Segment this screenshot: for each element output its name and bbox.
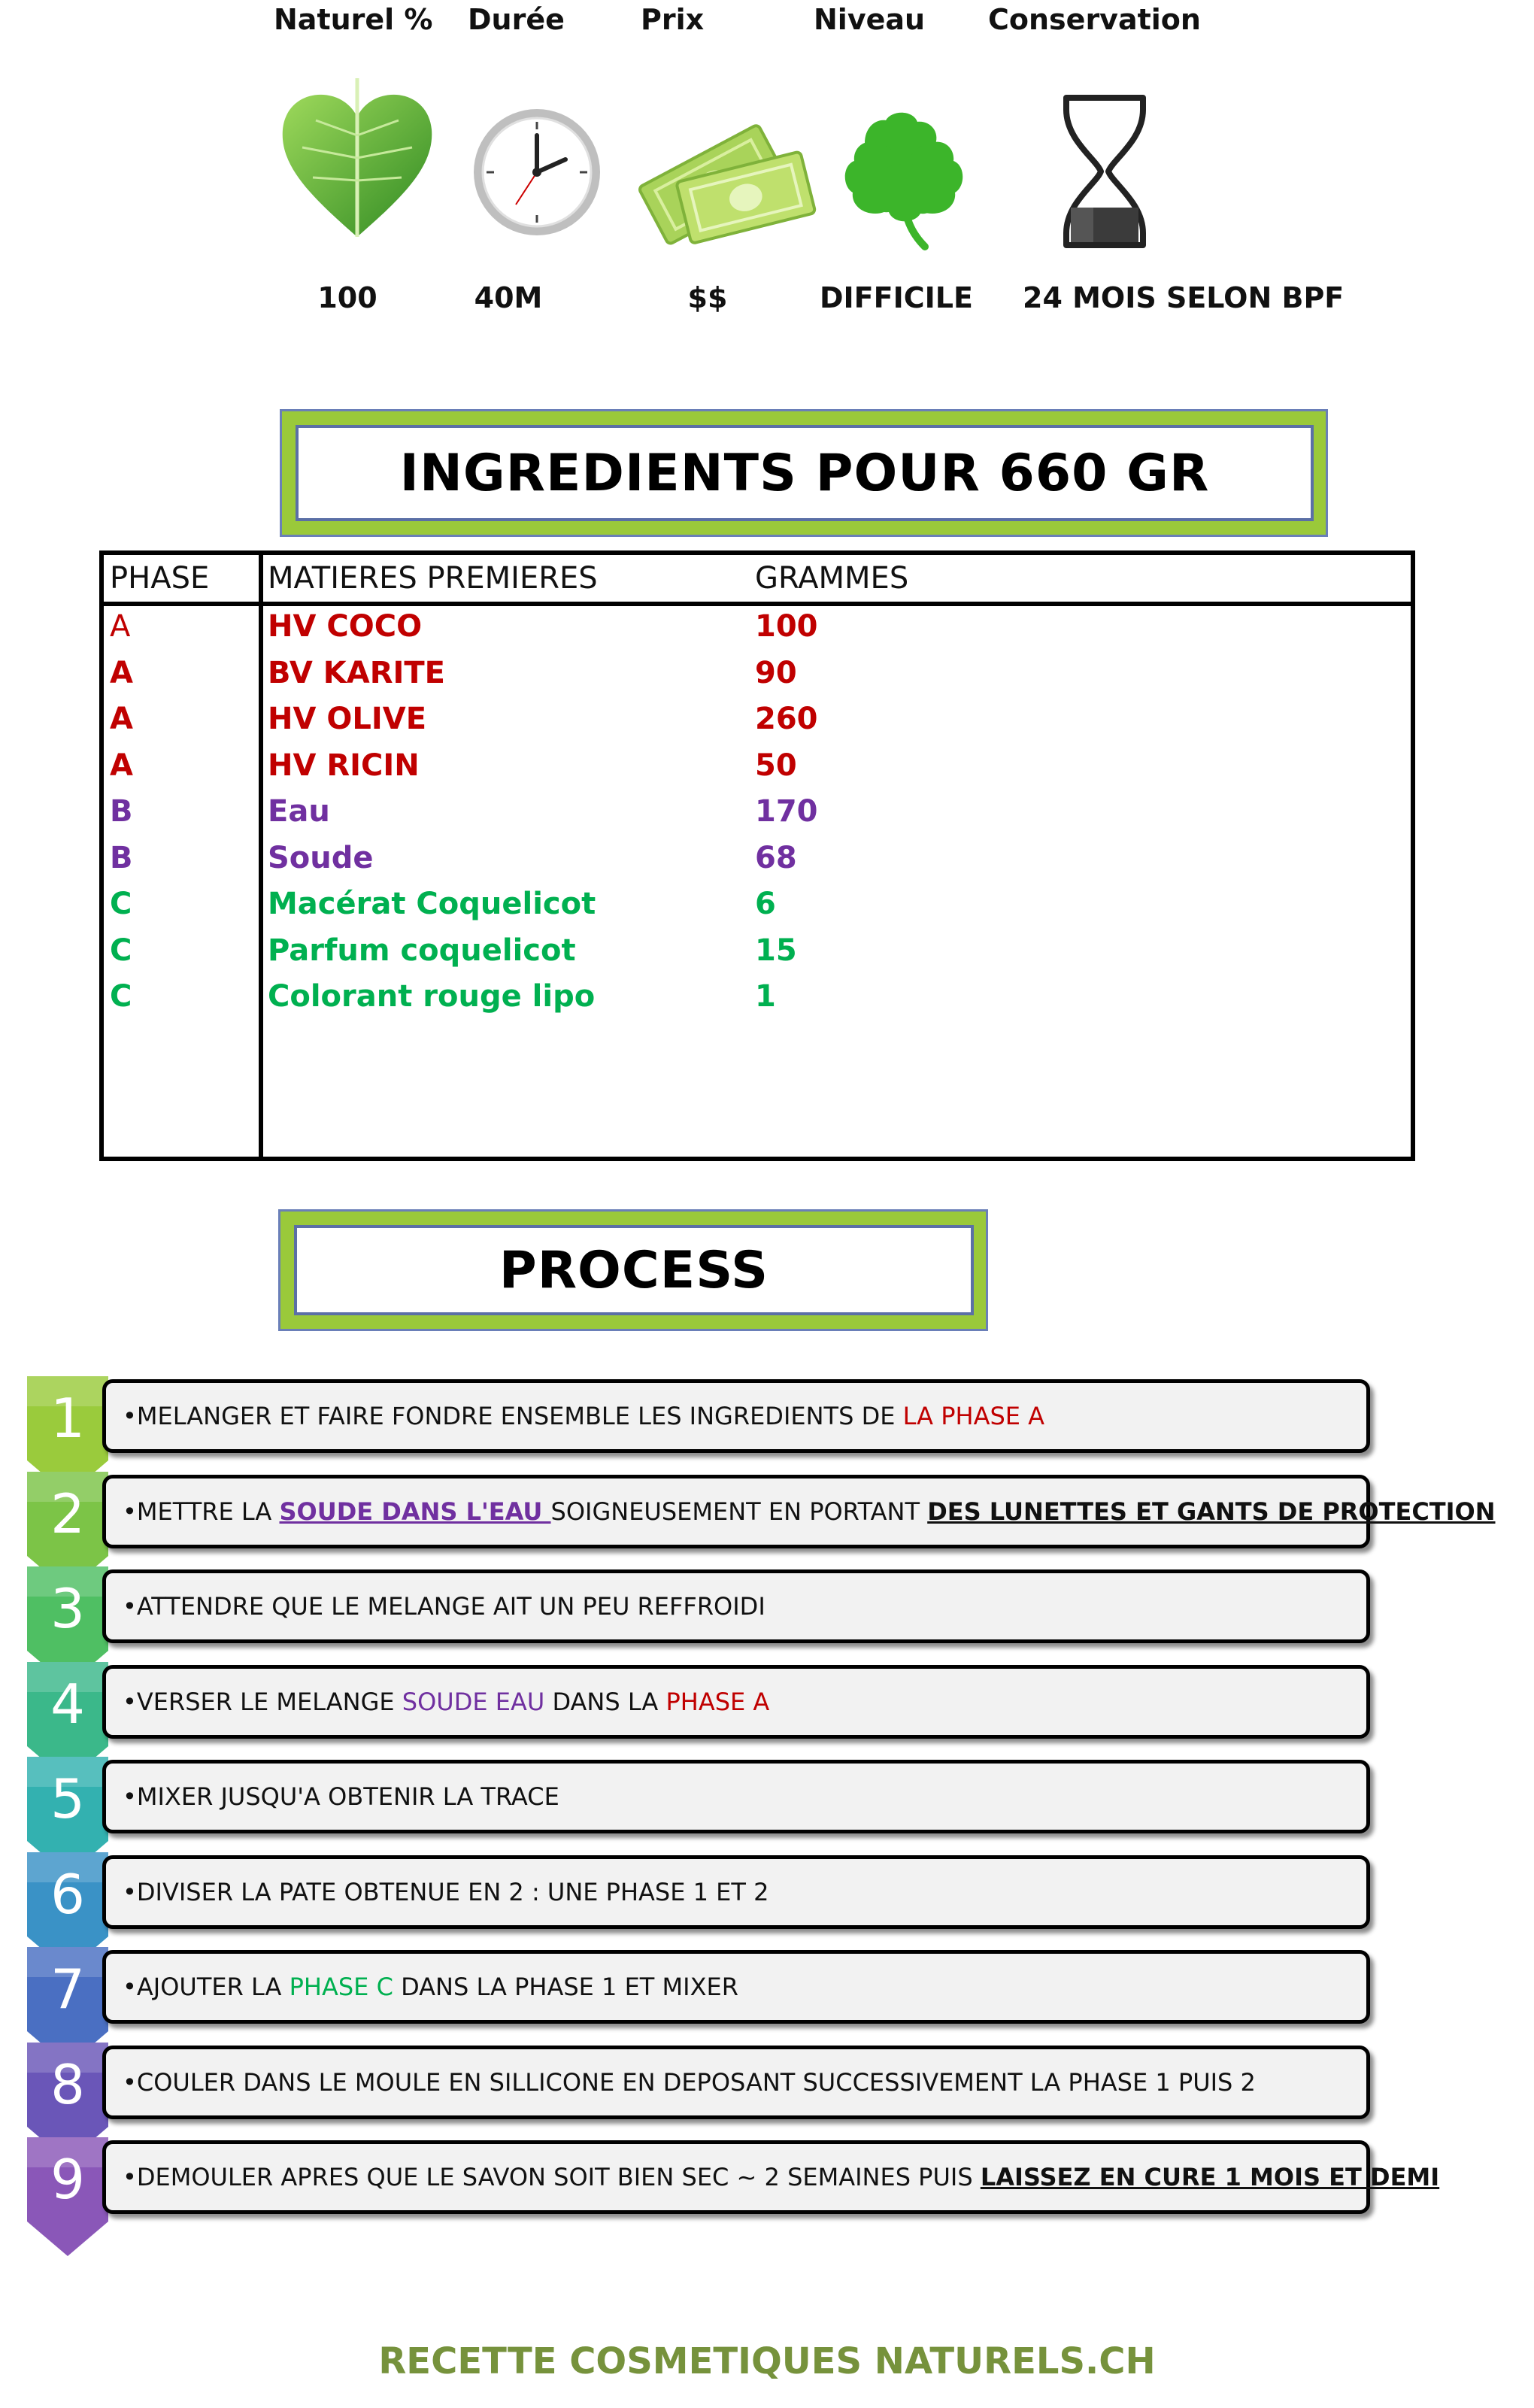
process-step-8 <box>102 2046 1370 2119</box>
step-text: •MIXER JUSQU'A OBTENIR LA TRACE <box>123 1782 559 1811</box>
process-step-3 <box>102 1569 1370 1643</box>
value-conservation: 24 MOIS SELON BPF <box>1023 281 1345 314</box>
cell-phase: B <box>110 794 133 829</box>
step-text: DES LUNETTES ET GANTS DE PROTECTION <box>927 1497 1496 1526</box>
table-row <box>104 745 1411 790</box>
cell-material: Eau <box>268 794 330 829</box>
cell-grams: 6 <box>755 887 776 921</box>
step-text: •VERSER LE MELANGE <box>123 1687 402 1716</box>
ingredients-title-frame <box>280 409 1328 537</box>
step-number: 1 <box>50 1387 85 1450</box>
step-text: •DIVISER LA PATE OBTENUE EN 2 : UNE PHASE 1 ET 2 <box>123 1877 769 1906</box>
process-step-2 <box>102 1475 1496 1548</box>
cell-material: Colorant rouge lipo <box>268 979 596 1014</box>
step-text: •METTRE LA <box>123 1497 280 1526</box>
cell-grams: 50 <box>755 748 797 783</box>
step-number: 8 <box>50 2052 85 2116</box>
step-number: 2 <box>50 1481 85 1545</box>
step-number: 5 <box>50 1767 85 1830</box>
cell-grams: 260 <box>755 702 818 736</box>
step-text: DANS LA PHASE 1 ET MIXER <box>393 1973 738 2001</box>
cell-phase: C <box>110 887 132 921</box>
cell-grams: 100 <box>755 609 818 644</box>
clover-icon <box>830 104 978 251</box>
cell-phase: A <box>110 702 133 736</box>
process-step-1 <box>102 1379 1370 1453</box>
cell-grams: 1 <box>755 979 776 1014</box>
cell-grams: 68 <box>755 840 797 875</box>
step-text: SOUDE DANS L'EAU <box>279 1497 551 1526</box>
process-step-4 <box>102 1665 1370 1739</box>
step-number: 9 <box>50 2148 85 2211</box>
header-price: Prix <box>641 3 705 36</box>
ingredients-title: INGREDIENTS POUR 660 GR <box>399 443 1210 503</box>
table-row <box>104 884 1411 929</box>
step-text: •AJOUTER LA <box>123 1973 290 2001</box>
value-natural: 100 <box>317 281 377 314</box>
cell-grams: 15 <box>755 933 797 968</box>
footer-brand: RECETTE COSMETIQUES NATURELS.CH <box>378 2340 1156 2382</box>
step-text: PHASE C <box>289 1973 393 2001</box>
cell-grams: 90 <box>755 655 797 690</box>
value-price: $$ <box>687 281 728 314</box>
step-number: 7 <box>50 1958 85 2021</box>
process-step-9 <box>102 2140 1440 2214</box>
step-number: 3 <box>50 1577 85 1640</box>
step-number: 4 <box>50 1672 85 1736</box>
header-duration: Durée <box>468 3 565 36</box>
header-natural: Naturel % <box>274 3 433 36</box>
step-text: SOIGNEUSEMENT EN PORTANT <box>550 1497 928 1526</box>
cell-material: HV RICIN <box>268 748 420 783</box>
table-row <box>104 653 1411 698</box>
ingredients-table <box>99 550 1415 1161</box>
step-text: •DEMOULER APRES QUE LE SAVON SOIT BIEN SEC ~ 2 SEMAINES PUIS <box>123 2163 981 2191</box>
cell-phase: C <box>110 979 132 1014</box>
step-text: DANS LA <box>544 1687 666 1716</box>
table-row <box>104 976 1411 1021</box>
table-row <box>104 606 1411 651</box>
value-duration: 40M <box>474 281 543 314</box>
table-row <box>104 791 1411 836</box>
hourglass-icon <box>1060 95 1149 248</box>
step-text: LAISSEZ EN CURE 1 MOIS ET DEMI <box>980 2163 1440 2191</box>
cell-phase: B <box>110 840 133 875</box>
step-text: SOUDE EAU <box>402 1687 545 1716</box>
cell-material: BV KARITE <box>268 655 445 690</box>
cell-grams: 170 <box>755 794 818 829</box>
header-conservation: Conservation <box>988 3 1201 36</box>
process-step-5 <box>102 1760 1370 1833</box>
process-title-frame <box>278 1209 988 1331</box>
clock-icon <box>466 105 608 239</box>
table-row <box>104 838 1411 883</box>
cell-material: Macérat Coquelicot <box>268 887 596 921</box>
column-header-phase: PHASE <box>110 561 210 596</box>
step-text: LA PHASE A <box>902 1402 1045 1430</box>
leaf-icon <box>280 75 435 242</box>
process-title: PROCESS <box>499 1240 769 1300</box>
step-text: •MELANGER ET FAIRE FONDRE ENSEMBLE LES INGREDIENTS DE <box>123 1402 903 1430</box>
cell-material: Soude <box>268 840 374 875</box>
column-header-material: MATIERES PREMIERES <box>268 561 598 596</box>
cell-phase: A <box>110 748 133 783</box>
step-text: •COULER DANS LE MOULE EN SILLICONE EN DEPOSANT SUCCESSIVEMENT LA PHASE 1 PUIS 2 <box>123 2067 1256 2097</box>
cell-phase: A <box>110 609 131 644</box>
cell-phase: C <box>110 933 132 968</box>
process-step-7 <box>102 1950 1370 2024</box>
step-number: 6 <box>50 1862 85 1926</box>
ingredients-title-box <box>296 425 1314 521</box>
cell-material: Parfum coquelicot <box>268 933 576 968</box>
step-text: •ATTENDRE QUE LE MELANGE AIT UN PEU REFFROIDI <box>123 1592 765 1621</box>
value-level: DIFFICILE <box>820 281 973 314</box>
step-text: PHASE A <box>665 1687 770 1716</box>
process-step-6 <box>102 1855 1370 1929</box>
table-row <box>104 930 1411 975</box>
money-icon <box>629 113 809 245</box>
process-title-box <box>294 1225 974 1315</box>
cell-material: HV COCO <box>268 609 423 644</box>
table-row <box>104 699 1411 744</box>
cell-phase: A <box>110 655 133 690</box>
header-level: Niveau <box>814 3 926 36</box>
column-header-grams: GRAMMES <box>755 561 909 596</box>
cell-material: HV OLIVE <box>268 702 427 736</box>
